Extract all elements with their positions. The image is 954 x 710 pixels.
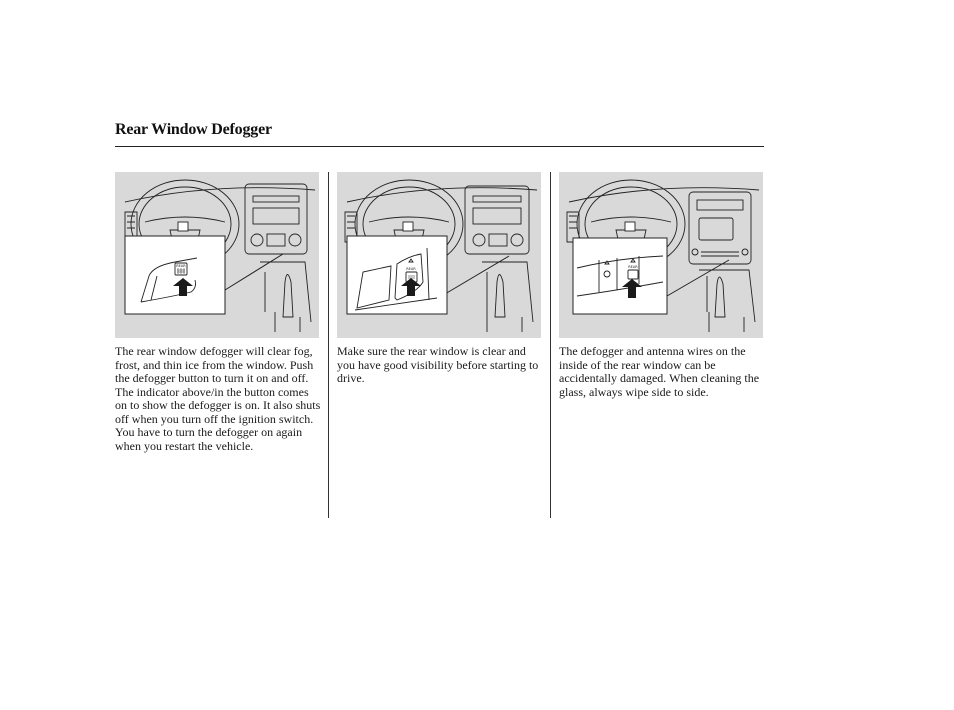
dashboard-illustration-1 bbox=[115, 172, 319, 338]
dashboard-illustration-3 bbox=[559, 172, 763, 338]
figure-defogger-button-3 bbox=[559, 172, 763, 338]
figure-defogger-button-2 bbox=[337, 172, 541, 338]
page-title: Rear Window Defogger bbox=[115, 121, 272, 138]
column-divider-2 bbox=[550, 172, 551, 518]
column-1-text: The rear window defogger will clear fog, frost, and thin ice from the window. Push the defogger button to turn it on and off. The indicator above/in the button comes on to show the defogger is on. It also shuts off when you turn off the ignition switch. You have to turn the defogger on again when you restart the vehicle. bbox=[115, 344, 321, 453]
column-divider-1 bbox=[328, 172, 329, 518]
column-2-text: Make sure the rear window is clear and you have good visibility before starting to drive. bbox=[337, 344, 539, 385]
rear-button-label-2: REAR bbox=[406, 267, 416, 271]
dashboard-illustration-2 bbox=[337, 172, 541, 338]
title-divider bbox=[115, 146, 764, 147]
column-3-text: The defogger and antenna wires on the inside of the rear window can be accidentally damaged. When cleaning the glass, always wipe side to side. bbox=[559, 344, 760, 399]
figure-defogger-button-1 bbox=[115, 172, 319, 338]
rear-button-label-3: REAR bbox=[628, 265, 638, 269]
rear-button-label-1: REAR bbox=[176, 264, 186, 268]
